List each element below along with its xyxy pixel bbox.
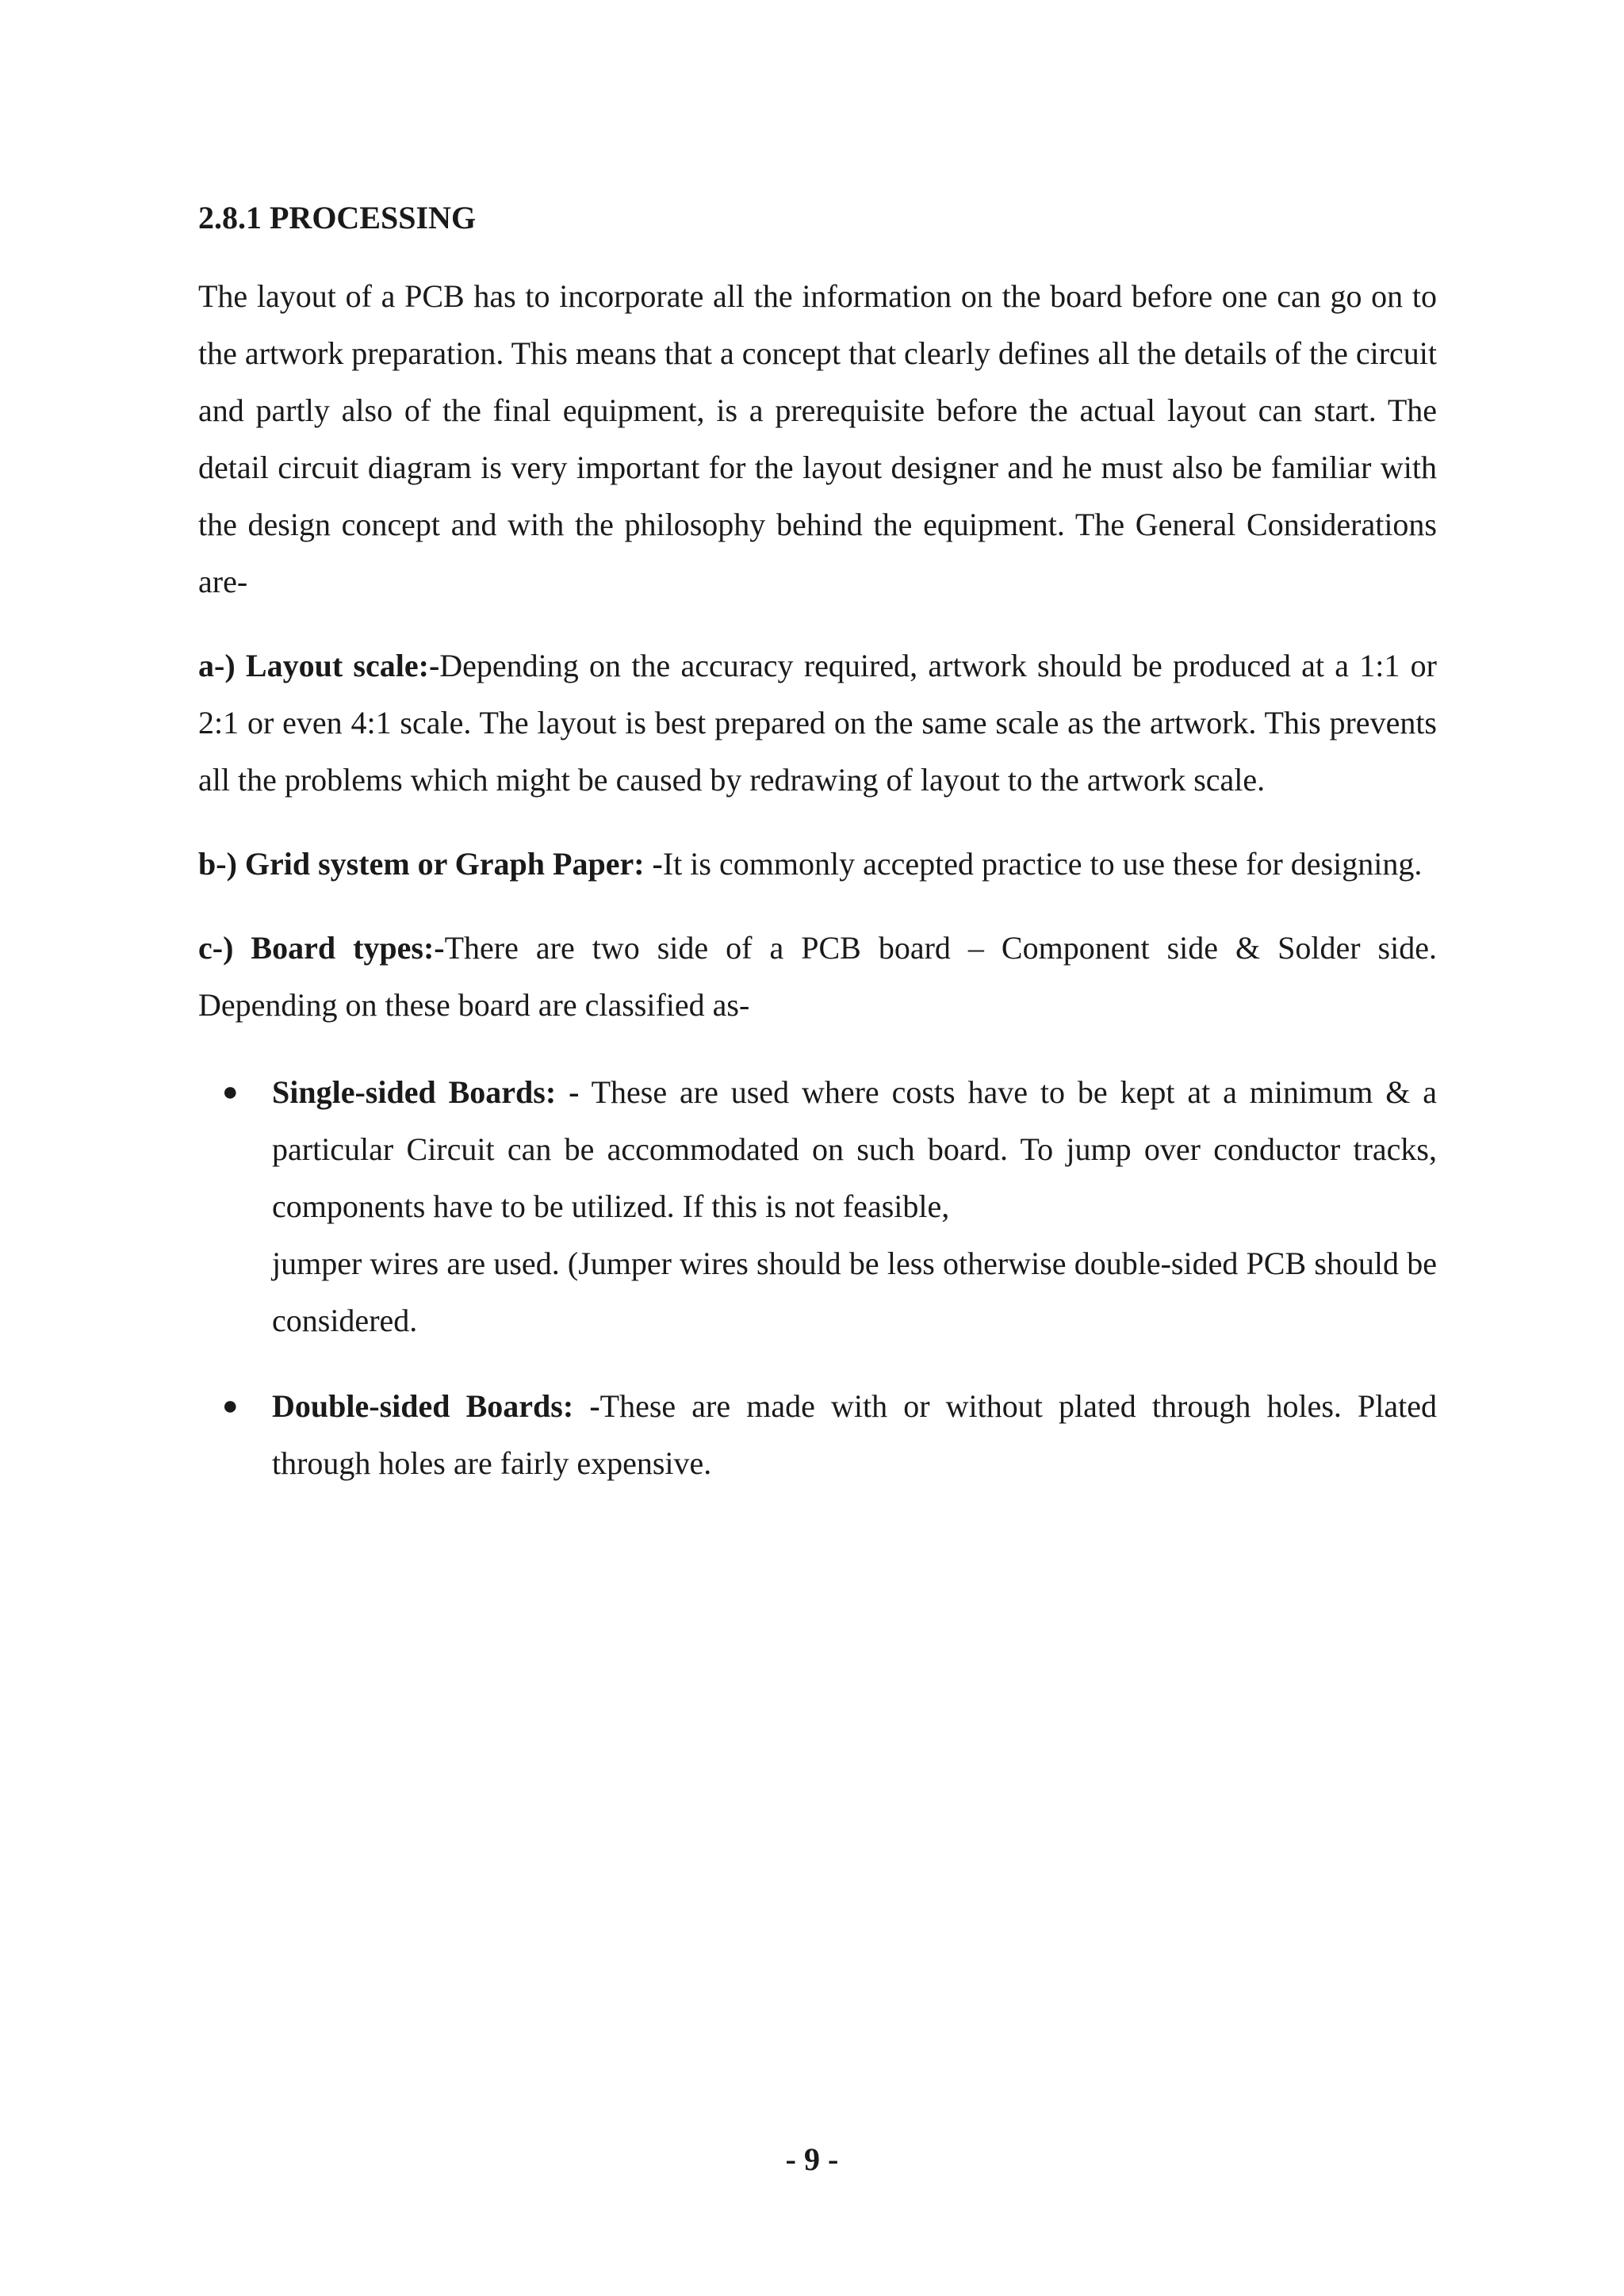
- consideration-label: b-) Grid system or Graph Paper: -: [198, 846, 663, 882]
- page-content: [198, 192, 1437, 1521]
- intro-paragraph: The layout of a PCB has to incorporate all the information on the board before one can go on to the artwork preparation. This means that a concept that clearly defines all the details of the circuit and partly also of the final equipment, is a prerequisite before the actual layout can start. The detail circuit diagram is very important for the layout designer and he must also be familiar with the design concept and with the philosophy behind the equipment. The General Considerations are-: [198, 278, 1437, 599]
- bullet-icon: ●: [222, 1391, 239, 1421]
- consideration-text: Depending on the accuracy required, artwork should be produced at a 1:1 or 2:1 or even 4:1 scale. The layout is best prepared on the same scale as the artwork. This prevents all the problems which might be caused by redrawing of layout to the artwork scale.: [198, 648, 1437, 798]
- bullet-icon: ●: [222, 1077, 239, 1107]
- consideration-text: It is commonly accepted practice to use these for designing.: [662, 846, 1423, 882]
- list-item-text: These are made with or without plated through holes. Plated through holes are fairly expensive.: [272, 1388, 1437, 1481]
- consideration-label: c-) Board types:-: [198, 930, 445, 966]
- consideration-text: There are two side of a PCB board – Component side & Solder side. Depending on these board are classified as-: [198, 930, 1437, 1023]
- section-heading: 2.8.1 PROCESSING: [198, 200, 477, 235]
- list-item-continued-text: jumper wires are used. (Jumper wires should be less otherwise double-sided PCB should be considered.: [272, 1246, 1437, 1338]
- consideration-label: a-) Layout scale:-: [198, 648, 440, 683]
- board-types-list: [198, 1064, 1437, 1492]
- consideration-board-types: [198, 920, 1437, 1034]
- list-item-text: These are used where costs have to be kept at a minimum & a particular Circuit can be accommodated on such board. To jump over conductor tracks, components have to be utilized. If this is not feasible,: [272, 1074, 1437, 1224]
- list-item-content: [272, 1378, 1437, 1492]
- consideration-grid-system: [198, 836, 1437, 893]
- consideration-layout-scale: [198, 637, 1437, 809]
- page-number: - 9 -: [785, 2141, 839, 2177]
- list-item-label: Double-sided Boards: -: [272, 1388, 600, 1424]
- list-item-label: Single-sided Boards: -: [272, 1074, 580, 1110]
- list-item-first-part: [272, 1064, 1437, 1235]
- list-item-single-sided: [198, 1064, 1437, 1349]
- list-item-double-sided: [198, 1378, 1437, 1492]
